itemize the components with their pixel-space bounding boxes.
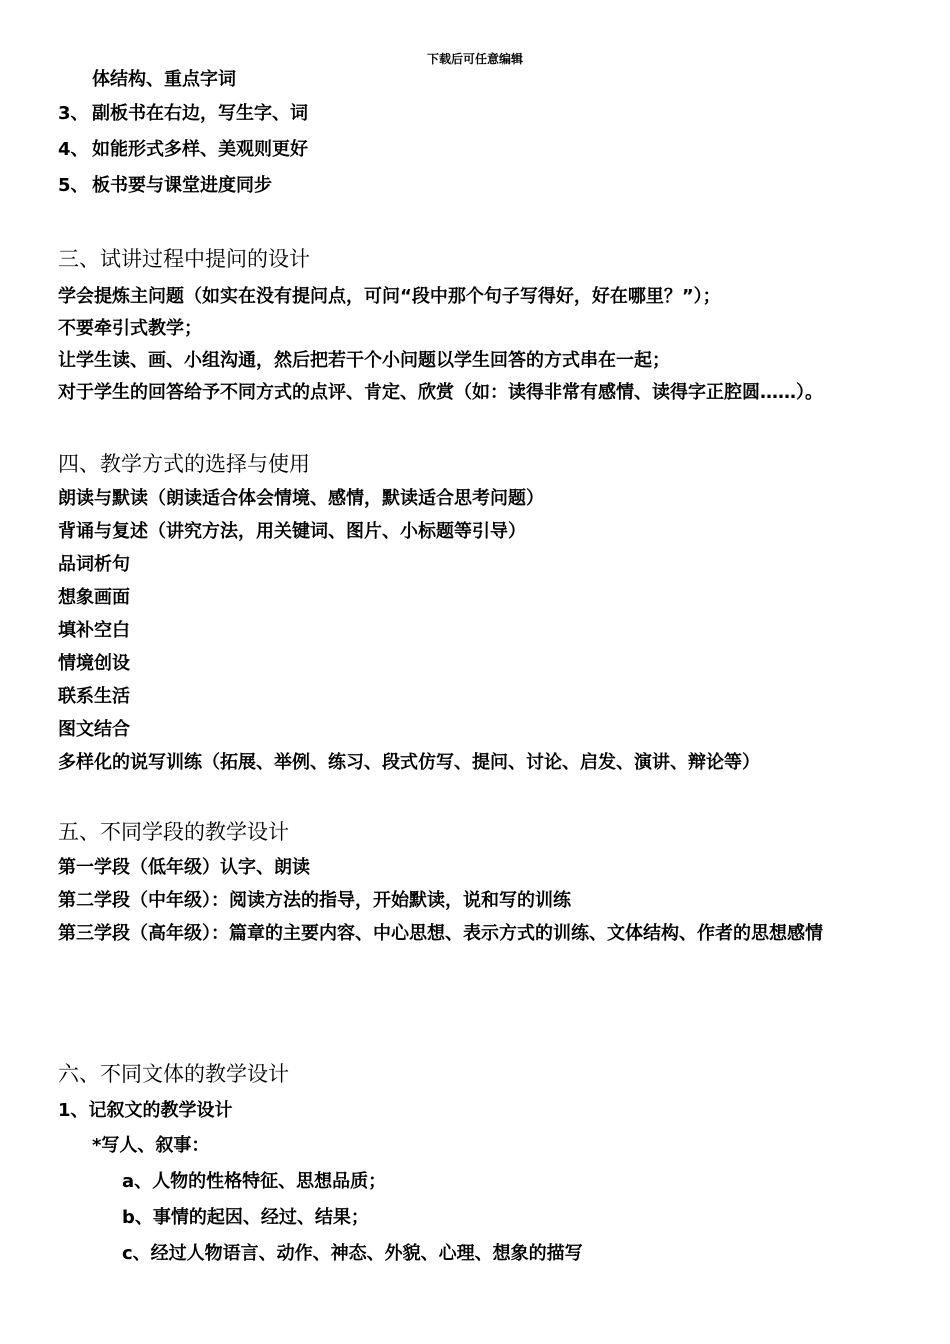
board-item-number: 3、 xyxy=(58,103,89,124)
section3-line: 不要牵引式教学； xyxy=(58,318,202,339)
board-item-text: 副板书在右边，写生字、词 xyxy=(92,103,308,124)
section6-category: *写人、叙事： xyxy=(92,1135,210,1156)
section3-line: 对于学生的回答给予不同方式的点评、肯定、欣赏（如：读得非常有感情、读得字正腔圆……）。 xyxy=(58,382,823,403)
board-item-number: 5、 xyxy=(58,175,89,196)
section6-point: a、人物的性格特征、思想品质； xyxy=(122,1171,387,1192)
section3-heading: 三、试讲过程中提问的设计 xyxy=(58,247,310,271)
section4-line: 背诵与复述（讲究方法，用关键词、图片、小标题等引导） xyxy=(58,521,526,542)
page-header: 下载后可任意编辑 xyxy=(426,52,523,66)
section4-line: 填补空白 xyxy=(58,620,130,641)
section5-heading: 五、不同学段的教学设计 xyxy=(58,820,289,844)
section5-line: 第一学段（低年级）认字、朗读 xyxy=(58,857,310,878)
section4-line: 情境创设 xyxy=(58,653,130,674)
section3-line: 学会提炼主问题（如实在没有提问点，可问“段中那个句子写得好，好在哪里？”）； xyxy=(58,286,721,307)
section4-line: 联系生活 xyxy=(58,686,130,707)
board-item-4 xyxy=(58,138,308,162)
section4-line: 图文结合 xyxy=(58,719,130,740)
section4-line: 品词析句 xyxy=(58,554,130,575)
section6-heading: 六、不同文体的教学设计 xyxy=(58,1062,289,1086)
section6-point: b、事情的起因、经过、结果； xyxy=(122,1207,369,1228)
section5-line: 第二学段（中年级）：阅读方法的指导，开始默读，说和写的训练 xyxy=(58,890,571,911)
section6-subheading: 1、记叙文的教学设计 xyxy=(58,1100,233,1121)
section6-point: c、经过人物语言、动作、神态、外貌、心理、想象的描写 xyxy=(122,1243,583,1264)
section3-line: 让学生读、画、小组沟通，然后把若干个小问题以学生回答的方式串在一起； xyxy=(58,350,670,371)
board-item-5 xyxy=(58,174,272,198)
board-item-text: 板书要与课堂进度同步 xyxy=(92,175,272,196)
board-item-3 xyxy=(58,102,308,126)
board-continuation-line: 体结构、重点字词 xyxy=(92,69,236,90)
section4-line: 多样化的说写训练（拓展、举例、练习、段式仿写、提问、讨论、启发、演讲、辩论等） xyxy=(58,752,760,773)
section5-line: 第三学段（高年级）：篇章的主要内容、中心思想、表示方式的训练、文体结构、作者的思想感情 xyxy=(58,923,823,944)
board-item-text: 如能形式多样、美观则更好 xyxy=(92,139,308,160)
board-item-number: 4、 xyxy=(58,139,89,160)
section4-line: 想象画面 xyxy=(58,587,130,608)
section4-line: 朗读与默读（朗读适合体会情境、感情，默读适合思考问题） xyxy=(58,488,544,509)
section4-heading: 四、教学方式的选择与使用 xyxy=(58,452,310,476)
